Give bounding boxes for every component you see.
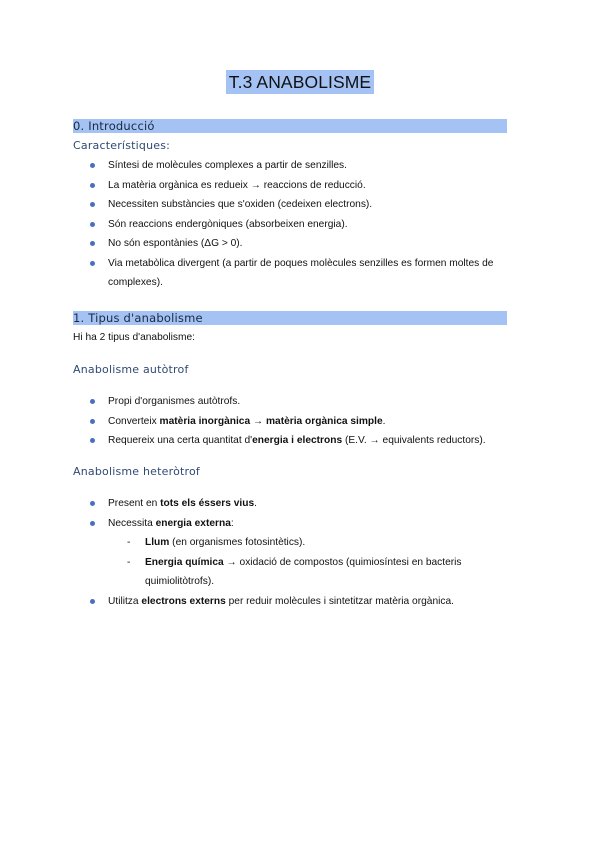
heterotrophic-bullet-list — [0, 494, 528, 611]
autotrophic-bullet-list — [0, 392, 528, 451]
list-item: Necessita energia externa: - Llum (en organismes fotosintètics). - Energia química → oxidació de compostos (quimiosíntesi en bacteris quimiolitòtrofs). — [0, 514, 528, 592]
sub-list-item: - Llum (en organismes fotosintètics). — [108, 533, 505, 553]
list-item-text: No són espontànies (ΔG > 0). — [108, 238, 243, 249]
list-item: Utilitza electrons externs per reduir molècules i sintetitzar matèria orgànica. — [0, 592, 528, 612]
bullet-dot-icon — [90, 183, 95, 188]
document-title: T.3 ANABOLISME — [226, 70, 374, 94]
bullet-dot-icon — [90, 241, 95, 246]
list-item-text: La matèria orgànica es redueix → reaccions de reducció. — [108, 179, 366, 191]
list-item — [0, 195, 528, 215]
sub-list-item: - Energia química → oxidació de compostos (quimiosíntesi en bacteris quimiolitòtrofs). — [108, 553, 505, 592]
bullet-dot-icon — [90, 163, 95, 168]
bullet-dot-icon — [90, 599, 95, 604]
bullet-dot-icon — [90, 399, 95, 404]
bullet-dot-icon — [90, 419, 95, 424]
bullet-dot-icon — [90, 501, 95, 506]
list-item — [0, 215, 528, 235]
list-item — [0, 176, 528, 196]
bullet-dot-icon — [90, 202, 95, 207]
bullet-dot-icon — [90, 438, 95, 443]
list-item-text: Són reaccions endergòniques (absorbeixen energia). — [108, 218, 348, 230]
bullet-dot-icon — [90, 521, 95, 526]
list-item-text: Necessiten substàncies que s'oxiden (cedeixen electrons). — [108, 199, 373, 210]
list-item-text: Síntesi de molècules complexes a partir de senzilles. — [108, 160, 347, 171]
list-item: Converteix matèria inorgànica → matèria orgànica simple. — [0, 412, 528, 432]
list-item — [0, 234, 528, 254]
list-item: Present en tots els éssers vius. — [0, 494, 528, 514]
list-item: Requereix una certa quantitat d'energia i electrons (E.V. → equivalents reductors). — [0, 431, 528, 451]
list-item-text: Via metabòlica divergent (a partir de poques molècules senzilles es formen moltes de complexes). — [108, 257, 494, 288]
list-item — [0, 254, 528, 293]
subheading-characteristics: Característiques: — [73, 139, 171, 152]
list-item — [0, 392, 528, 412]
bullet-dot-icon — [90, 261, 95, 266]
dash-icon: - — [127, 537, 131, 548]
energy-source-sublist — [108, 533, 528, 592]
section-heading-introduction: 0. Introducció — [73, 119, 507, 133]
types-intro-text: Hi ha 2 tipus d'anabolisme: — [73, 332, 196, 343]
subheading-heterotrophic: Anabolisme heteròtrof — [73, 465, 200, 478]
introduction-bullet-list — [0, 156, 528, 293]
subheading-autotrophic: Anabolisme autòtrof — [73, 363, 189, 376]
list-item — [0, 156, 528, 176]
title-container — [0, 70, 600, 94]
bullet-dot-icon — [90, 222, 95, 227]
section-heading-types: 1. Tipus d'anabolisme — [73, 311, 507, 325]
list-item-text: Propi d'organismes autòtrofs. — [108, 396, 241, 407]
dash-icon: - — [127, 556, 131, 568]
